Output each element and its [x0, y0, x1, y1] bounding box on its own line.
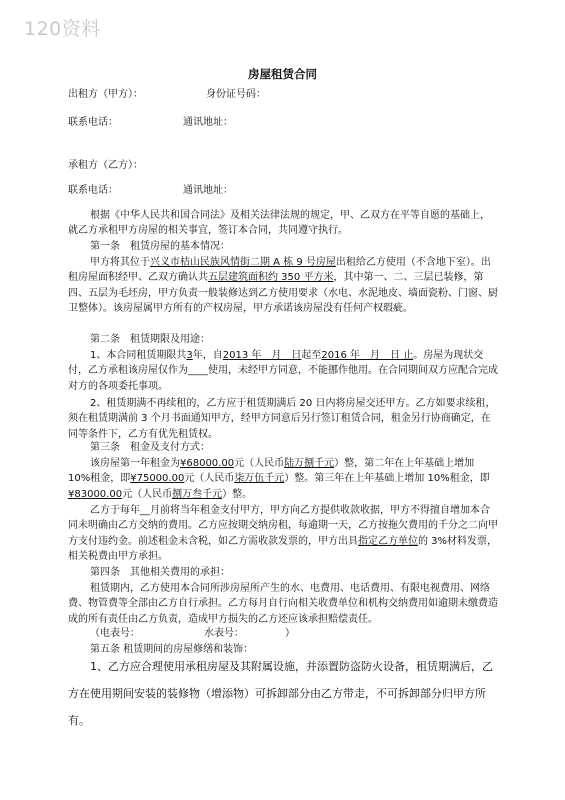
meter-water-label: 水表号：: [204, 628, 244, 639]
article2-text-c: 起至: [301, 350, 322, 361]
rent-year2-chinese: 柒万伍千元: [234, 473, 285, 485]
article3-paragraph-1: [68, 456, 498, 502]
preamble: 根据《中华人民共和国合同法》及相关法律法规的规定，甲、乙双方在平等自愿的基础上，就乙方承租甲方房屋的相关事宜，签订本合同，共同遵守执行。: [68, 210, 490, 237]
rent-year3-chinese: 捌万叁千元: [172, 488, 223, 500]
lessor-address-label: 通讯地址：: [183, 117, 233, 128]
article3-text-i: 的 3%材料发票，相关税费由甲方承担。: [68, 535, 498, 563]
article2-text-a: 1、本合同租赁期限共: [90, 350, 187, 361]
article5-paragraph: 1、乙方应合理使用承租房屋及其附属设施，并添置防盗防火设备，租赁期满后，乙方在使用期间安装的装修物（增添物）可拆卸部分由乙方带走，不可拆卸部分归甲方所有。: [68, 660, 493, 727]
watermark: 120资料: [24, 18, 101, 40]
property-area: 五层建筑面积约 350 平方米: [208, 272, 334, 284]
property-location: 兴义市桔山民族风情街二期 A 栋 9 号房屋: [150, 257, 336, 268]
article2-paragraph-2: 2、租赁期满不再续租的，乙方应于租赁期满后 20 日内将房屋交还甲方。乙方如要求续租，须在租赁期满前 3 个月书面通知甲方，经甲方同意后另行签订租赁合同，租金另行协商确定，在同等条件下，乙方有优先租赁权。: [68, 398, 496, 440]
article1-text-a: 甲方将其位于: [90, 257, 150, 268]
lessor-id-label: 身份证号码：: [206, 89, 266, 100]
rent-year1-chinese: 陆万捌千元: [284, 458, 335, 469]
meter-close-paren: ）: [285, 628, 295, 639]
article3-text-d: 元（人民币: [184, 473, 235, 485]
article4-heading: 第四条 其他相关费用的承担：: [90, 567, 230, 578]
rent-year3: ¥83000.00: [68, 488, 123, 500]
article3-text-a: 该房屋第一年租金为: [90, 458, 180, 469]
article3-text-e: ）整。第三年在上年基础上增加 10%租金，即: [284, 473, 490, 485]
document-title: 房屋租赁合同: [248, 67, 317, 81]
lease-years: 3: [186, 350, 193, 361]
lessor-phone-label: 联系电话：: [68, 117, 118, 128]
rent-year2: ¥75000.00: [130, 473, 185, 485]
article1-text-b: 出租给乙方使用（不含地下室）。出租房屋面积经甲、乙双方确认共: [68, 257, 491, 284]
article2-text-b: 年，自: [192, 350, 223, 361]
article1-text-c: ，其中第一、二、三层已装修，第四、五层为毛坯房，甲方负责一般装修达到乙方使用要求（水电、水泥地皮、墙面瓷粉、门窗、厨卫整体）。该房屋属甲方所有的产权房屋，甲方承诺该房屋没有任何产权瑕疵。: [68, 272, 498, 315]
article4-paragraph: 租赁期内，乙方使用本合同所涉房屋所产生的水、电费用、电话费用、有限电视费用、网络费、物管费等全部由乙方自行承担。乙方每月自行向相关收费单位和机构交纳费用如逾期未缴费造成的所有责任由乙方负责，造成甲方损失的乙方还应该承担赔偿责任。: [68, 583, 498, 625]
article3-paragraph-2: [68, 503, 498, 565]
lease-end-date: 2016 年 月 日 止: [321, 350, 414, 361]
article3-text-c: ）整，第二年在上年基础上增加 10%租金，即: [68, 458, 475, 485]
article3-text-f: 元（人民币: [122, 488, 173, 500]
meter-electric-label: （电表号：: [90, 628, 140, 639]
invoice-recipient: 指定乙方单位: [358, 535, 418, 547]
lessee-address-label: 通讯地址：: [183, 185, 233, 196]
lessee-phone-label: 联系电话：: [68, 185, 118, 196]
article1-heading: 第一条 租赁房屋的基本情况：: [90, 241, 230, 252]
article2-paragraph-1: [68, 348, 498, 394]
lessor-label: 出租方（甲方）：: [68, 89, 143, 100]
article3-text-b: 元（人民币: [234, 458, 285, 469]
lease-start-date: 2013 年 月 日: [222, 350, 302, 361]
article5-heading: 第五条 租赁期间的房屋修缮和装饰：: [90, 644, 254, 655]
article3-text-h: 乙方于每年__月前将当年租金支付甲方，甲方向乙方提供收款收据，甲方不得擅自增加本合同未明确由乙方交纳的费用。乙方应按期交纳房租，每逾期一天，乙方按拖欠费用的千分之二向甲方支付违约金。前述租金未含税，如乙方需收款发票的，甲方出具: [68, 505, 498, 547]
article3-heading: 第三条 租金及支付方式：: [90, 442, 210, 453]
article2-heading: 第二条 租赁期限及用途：: [90, 334, 210, 345]
rent-year1: ¥68000.00: [180, 458, 235, 469]
article1-paragraph: [68, 255, 498, 317]
lessee-label: 承租方（乙方）：: [68, 160, 143, 171]
article3-text-g: ）整。: [222, 488, 253, 500]
article2-text-d: 。房屋为现状交付，乙方承租该房屋仅作为____使用，未经甲方同意，不能挪作他用。在合同期间双方应配合完成对方的各项委托事项。: [68, 350, 498, 392]
